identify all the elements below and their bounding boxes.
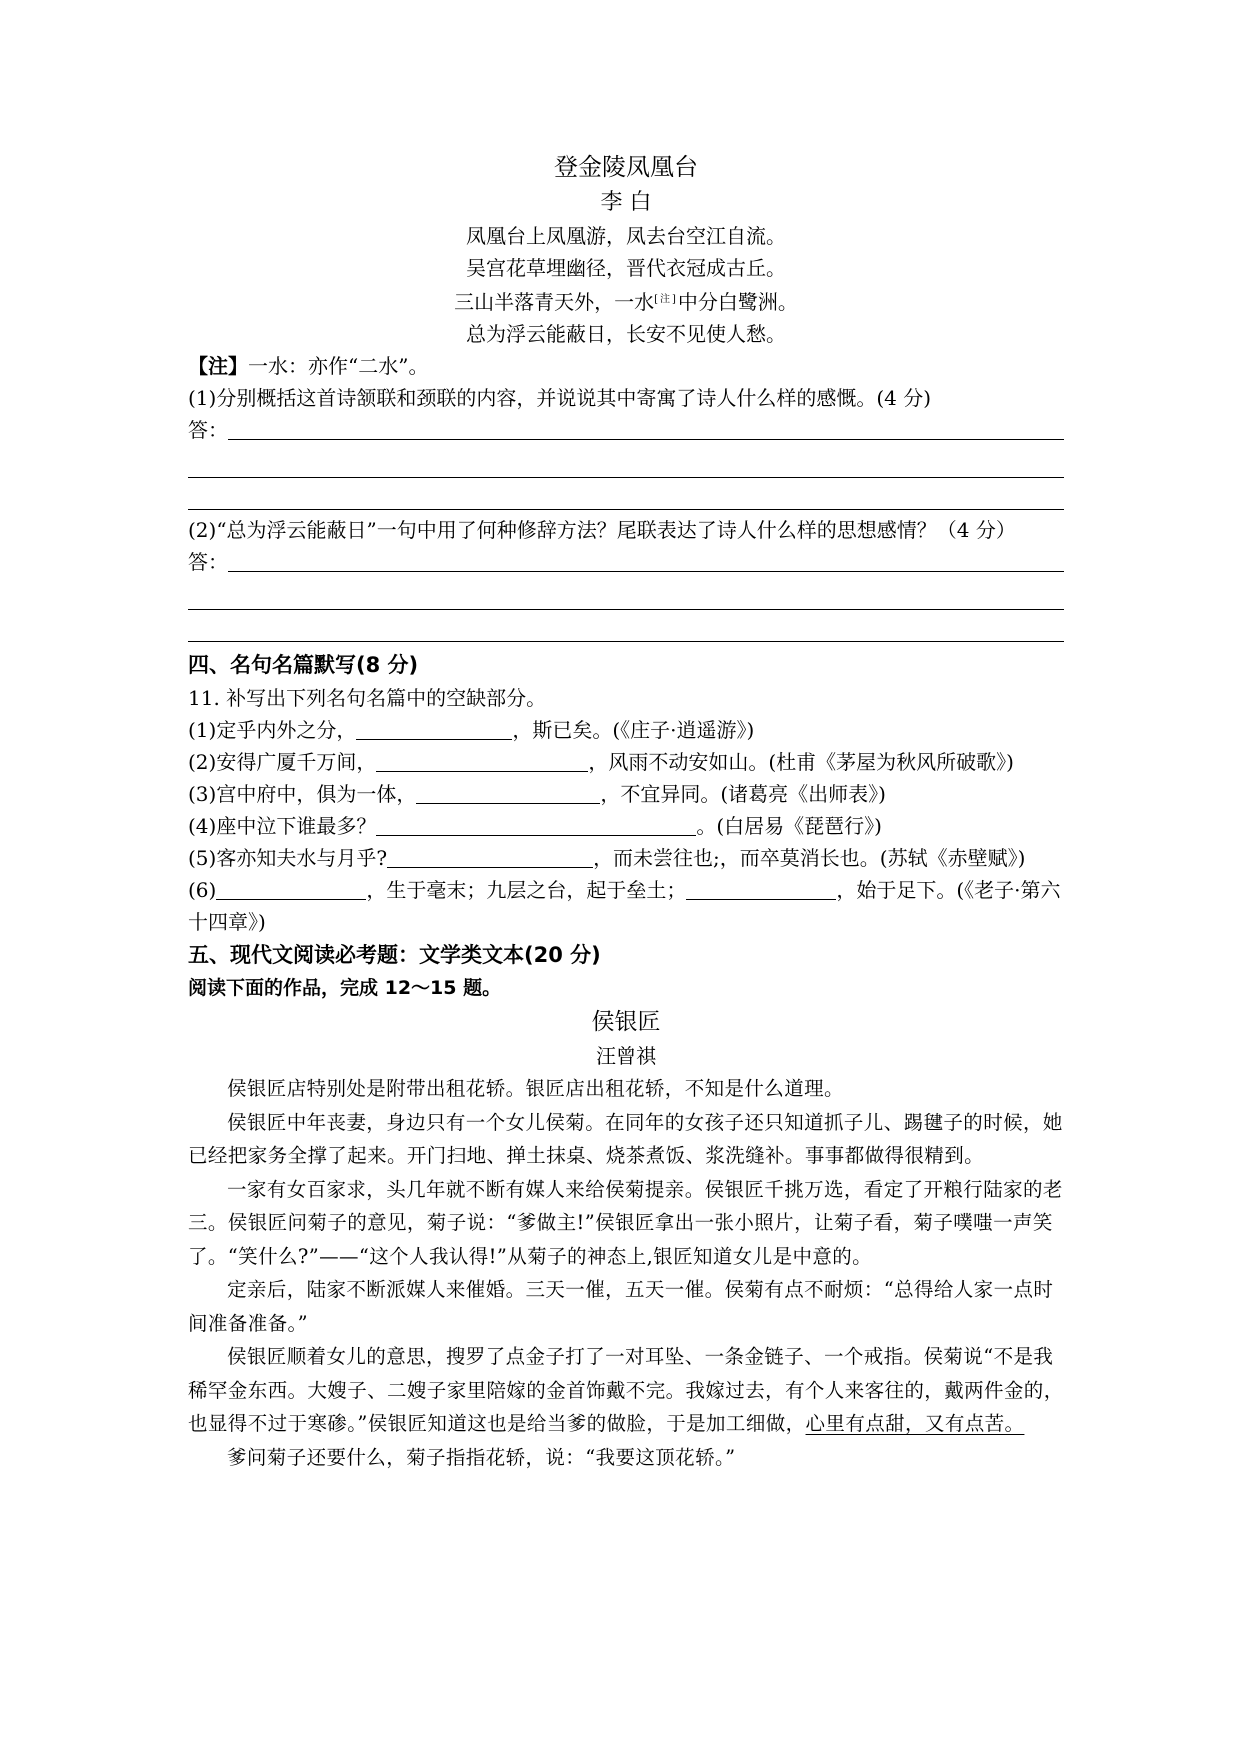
- story-title: 侯银匠: [591, 1009, 661, 1035]
- poem-author: 李 白: [600, 190, 652, 215]
- item-2-blank[interactable]: [376, 749, 588, 772]
- poem-line-3-end: 中分白鹭洲。: [677, 290, 798, 314]
- section-5-heading: 五、现代文阅读必考题：文学类文本(20 分): [188, 943, 601, 967]
- story-paragraph-5: [188, 1340, 1064, 1441]
- story-paragraph-1: 侯银匠店特别处是附带出租花轿。银匠店出租花轿，不知是什么道理。: [227, 1077, 844, 1100]
- answer-2-line-1[interactable]: [228, 570, 1064, 572]
- answer-2-line-2[interactable]: [188, 578, 1064, 610]
- item-6-blank-2[interactable]: [686, 877, 836, 900]
- dictation-item-3: [188, 778, 1064, 810]
- item-1-text-b: ，斯已矣。(《庄子·逍遥游》): [512, 718, 755, 742]
- item-3-text-a: (3)宫中府中，俱为一体，: [188, 782, 417, 806]
- story-paragraph-4: 定亲后，陆家不断派媒人来催婚。三天一催，五天一催。侯菊有点不耐烦：“总得给人家一点时间准备准备。”: [188, 1278, 1054, 1335]
- answer-2-row: [188, 546, 1064, 578]
- note-text: 一水：亦作“二水”。: [248, 354, 429, 378]
- item-6-text-b: ，生于毫末；九层之台，起于垒土；: [366, 878, 687, 902]
- answer-1-line-1[interactable]: [228, 438, 1064, 440]
- page: [188, 148, 1064, 1474]
- item-5-blank[interactable]: [387, 845, 593, 868]
- section-4-intro: 11. 补写出下列名句名篇中的空缺部分。: [188, 686, 547, 710]
- story-paragraph-6: 爹问菊子还要什么，菊子指指花轿，说：“我要这顶花轿。”: [227, 1445, 736, 1469]
- item-1-text-a: (1)定乎内外之分，: [188, 718, 357, 742]
- annotation-mark: [注]: [654, 294, 678, 305]
- question-1: (1)分别概括这首诗颔联和颈联的内容，并说说其中寄寓了诗人什么样的感慨。(4 分): [188, 386, 932, 410]
- story-author: 汪曾祺: [596, 1044, 656, 1068]
- poem-line-1: 凤凰台上凤凰游，凤去台空江自流。: [466, 224, 786, 248]
- item-4-text-a: (4)座中泣下谁最多？: [188, 814, 377, 838]
- poem-line-3: [188, 284, 1064, 318]
- story-paragraph-3: 一家有女百家求，头几年就不断有媒人来给侯菊提亲。侯银匠千挑万选，看定了开粮行陆家的老三。侯银匠问菊子的意见，菊子说：“爹做主!”侯银匠拿出一张小照片，让菊子看，菊子噗嗤一声笑了。“笑什么?”——“这个人我认得!”从菊子的神态上,银匠知道女儿是中意的。: [188, 1177, 1063, 1268]
- answer-2-line-3[interactable]: [188, 610, 1064, 642]
- note-label: 【注】: [188, 354, 248, 378]
- dictation-item-5: [188, 842, 1064, 874]
- answer-1-label: 答：: [188, 418, 228, 442]
- story-paragraph-2: 侯银匠中年丧妻，身边只有一个女儿侯菊。在同年的女孩子还只知道抓子儿、踢毽子的时候，她已经把家务全撑了起来。开门扫地、掸土抹桌、烧茶煮饭、浆洗缝补。事事都做得很精到。: [188, 1110, 1063, 1167]
- item-2-text-b: ，风雨不动安如山。(杜甫《茅屋为秋风所破歌》): [588, 750, 1014, 774]
- question-2: (2)“总为浮云能蔽日”一句中用了何种修辞方法？尾联表达了诗人什么样的思想感情？（4 分）: [188, 518, 1016, 542]
- poem-line-3-start: 三山半落青天外，一水: [454, 290, 655, 314]
- answer-1-row: [188, 414, 1064, 446]
- item-1-blank[interactable]: [356, 717, 512, 740]
- item-6-blank-1[interactable]: [216, 877, 366, 900]
- story-underlined-sentence: 心里有点甜，又有点苦。: [805, 1412, 1025, 1435]
- dictation-item-6: [188, 874, 1064, 938]
- poem-note: [188, 350, 1064, 382]
- answer-1-line-2[interactable]: [188, 446, 1064, 478]
- item-2-text-a: (2)安得广厦千万间，: [188, 750, 377, 774]
- poem-line-4: 总为浮云能蔽日，长安不见使人愁。: [466, 322, 786, 346]
- poem-line-2: 吴宫花草埋幽径，晋代衣冠成古丘。: [466, 256, 786, 280]
- answer-1-line-3[interactable]: [188, 478, 1064, 510]
- item-4-text-b: 。(白居易《琵琶行》): [696, 814, 882, 838]
- item-5-text-a: (5)客亦知夫水与月乎?: [188, 846, 388, 870]
- item-3-blank[interactable]: [416, 781, 600, 804]
- poem-title: 登金陵凤凰台: [554, 153, 698, 181]
- item-4-blank[interactable]: [376, 813, 696, 836]
- story-body: [188, 1072, 1064, 1474]
- item-6-text-a: (6): [188, 878, 217, 902]
- story-paragraph-5-text: 侯银匠顺着女儿的意思，搜罗了点金子打了一对耳坠、一条金链子、一个戒指。侯菊说“不是我稀罕金东西。大嫂子、二嫂子家里陪嫁的金首饰戴不完。我嫁过去，有个人来客往的，戴两件金的，也显得不过于寒碜。”侯银匠知道这也是给当爹的做脸，于是加工细做，: [188, 1345, 1064, 1435]
- item-6-text-c: ，始于足下。(《老子·第六十四章》): [188, 878, 1061, 934]
- item-3-text-b: ，不宜异同。(诸葛亮《出师表》): [600, 782, 886, 806]
- item-5-text-b: ，而未尝往也;，而卒莫消长也。(苏轼《赤壁赋》): [593, 846, 1026, 870]
- dictation-item-2: [188, 746, 1064, 778]
- answer-2-label: 答：: [188, 550, 228, 574]
- section-5-intro: 阅读下面的作品，完成 12～15 题。: [188, 977, 502, 999]
- dictation-item-1: [188, 714, 1064, 746]
- dictation-item-4: [188, 810, 1064, 842]
- section-4-heading: 四、名句名篇默写(8 分): [188, 653, 419, 677]
